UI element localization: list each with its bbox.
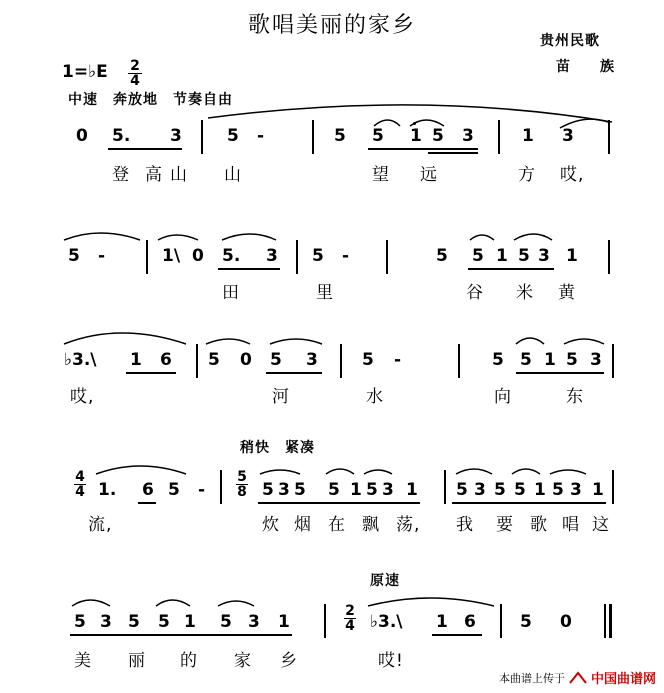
lyric: 流,: [88, 515, 113, 535]
tempo-intro: 中速 奔放地 节奏自由: [68, 92, 233, 108]
note: 1: [592, 480, 604, 500]
note: 3: [278, 480, 290, 500]
note: 5: [158, 612, 170, 632]
note: 6: [142, 480, 154, 500]
note: 5: [208, 350, 220, 370]
note: 1: [534, 480, 546, 500]
note: 5: [372, 126, 384, 146]
note: 5: [566, 350, 578, 370]
note: -: [342, 246, 350, 266]
lyric: 丽: [128, 651, 146, 671]
note: 3: [462, 126, 474, 146]
note: 6: [160, 350, 172, 370]
site-logo-text[interactable]: 中国曲谱网: [590, 672, 656, 687]
lyric: 在: [328, 515, 346, 535]
note: 1: [496, 246, 508, 266]
note: 3: [100, 612, 112, 632]
note: 3: [474, 480, 486, 500]
note: 5: [436, 246, 448, 266]
note: 5: [68, 246, 80, 266]
site-logo-icon: [569, 671, 587, 685]
lyric: 远: [420, 165, 438, 185]
song-title: 歌唱美丽的家乡: [247, 13, 416, 38]
ethnic-label: 苗 族: [556, 59, 622, 75]
note: 5: [494, 480, 506, 500]
note: 6: [464, 612, 476, 632]
lyric: 高: [145, 165, 163, 185]
note: 3: [382, 480, 394, 500]
note: 3: [590, 350, 602, 370]
note: 3: [538, 246, 550, 266]
footer: [499, 668, 656, 687]
note: 3: [248, 612, 260, 632]
lyric: 唱: [562, 515, 580, 535]
lyric: 这: [592, 515, 610, 535]
lyric: 望: [372, 165, 390, 185]
lyric: 炊: [262, 515, 280, 535]
lyric: 我: [456, 515, 474, 535]
note: 1: [522, 126, 534, 146]
lyric: 黄: [558, 283, 576, 303]
lyric: 烟: [294, 515, 312, 535]
note: 3: [170, 126, 182, 146]
note: 0: [560, 612, 572, 632]
note: -: [98, 246, 106, 266]
lyric: 飘: [362, 515, 380, 535]
lyric: 登: [112, 165, 130, 185]
lyric: 乡: [280, 651, 298, 671]
note: 1: [544, 350, 556, 370]
note: 1\: [162, 246, 181, 266]
key-signature: 1=♭E: [62, 62, 108, 82]
lyric: 山: [224, 165, 242, 185]
lyric: 山: [170, 165, 188, 185]
time-sig-44: $\frac{4}{4}$: [75, 469, 85, 500]
note: 5: [472, 246, 484, 266]
lyric: 家: [234, 651, 252, 671]
lyric: 方: [518, 165, 536, 185]
note: 5: [520, 612, 532, 632]
note: 5: [220, 612, 232, 632]
time-sig-24: $\frac{2}{4}$: [345, 603, 355, 634]
lyric: 哎!: [378, 651, 404, 671]
note: 5.: [112, 126, 131, 146]
note: ♭3.\: [64, 350, 97, 370]
note: 5: [456, 480, 468, 500]
note: 3: [306, 350, 318, 370]
tempo-original: 原速: [370, 573, 400, 589]
note: 1: [350, 480, 362, 500]
note: 1: [566, 246, 578, 266]
note: 5: [128, 612, 140, 632]
note: 5: [362, 350, 374, 370]
note: 0: [76, 126, 88, 146]
lyric: 歌: [530, 515, 548, 535]
note: 1: [130, 350, 142, 370]
lyric: 谷: [466, 283, 484, 303]
lyric: 的: [180, 651, 198, 671]
note: -: [394, 350, 402, 370]
note: 5: [518, 246, 530, 266]
note: 3: [570, 480, 582, 500]
note: 1: [406, 480, 418, 500]
note: 1: [278, 612, 290, 632]
note: -: [198, 480, 206, 500]
note: ♭3.\: [370, 612, 403, 632]
note: 5: [312, 246, 324, 266]
note: 0: [240, 350, 252, 370]
note: 5: [168, 480, 180, 500]
note: 5: [432, 126, 444, 146]
tempo-faster: 稍快 紧凑: [240, 440, 315, 456]
note: 5: [328, 480, 340, 500]
note: -: [257, 126, 265, 146]
lyric: 向: [494, 387, 512, 407]
note: 5: [514, 480, 526, 500]
note: 5: [270, 350, 282, 370]
note: 5: [294, 480, 306, 500]
origin-label: 贵州民歌: [540, 33, 600, 49]
time-sig-top: 2: [128, 59, 142, 74]
note: 3: [562, 126, 574, 146]
note: 0: [192, 246, 204, 266]
lyric: 田: [222, 283, 240, 303]
note: 1.: [98, 480, 117, 500]
note: 1: [410, 126, 422, 146]
footer-text: 本曲谱上传于: [498, 671, 565, 685]
lyric: 要: [496, 515, 514, 535]
note: 1: [184, 612, 196, 632]
lyric: 美: [74, 651, 92, 671]
note: 5: [227, 126, 239, 146]
note: 5: [74, 612, 86, 632]
note: 5: [552, 480, 564, 500]
lyric: 里: [316, 283, 334, 303]
note: 1: [436, 612, 448, 632]
note: 5: [520, 350, 532, 370]
note: 5: [492, 350, 504, 370]
lyric: 水: [366, 387, 384, 407]
lyric: 哎,: [70, 387, 95, 407]
time-sig-bottom: 4: [130, 73, 140, 89]
time-sig-58: $\frac{5}{8}$: [237, 469, 247, 500]
note: 5: [262, 480, 274, 500]
note: 5: [334, 126, 346, 146]
note: 5: [366, 480, 378, 500]
lyric: 东: [566, 387, 584, 407]
lyric: 米: [516, 283, 534, 303]
note: 5.: [222, 246, 241, 266]
note: 3: [266, 246, 278, 266]
lyric: 荡,: [396, 515, 421, 535]
lyric: 哎,: [560, 165, 585, 185]
lyric: 河: [272, 387, 290, 407]
